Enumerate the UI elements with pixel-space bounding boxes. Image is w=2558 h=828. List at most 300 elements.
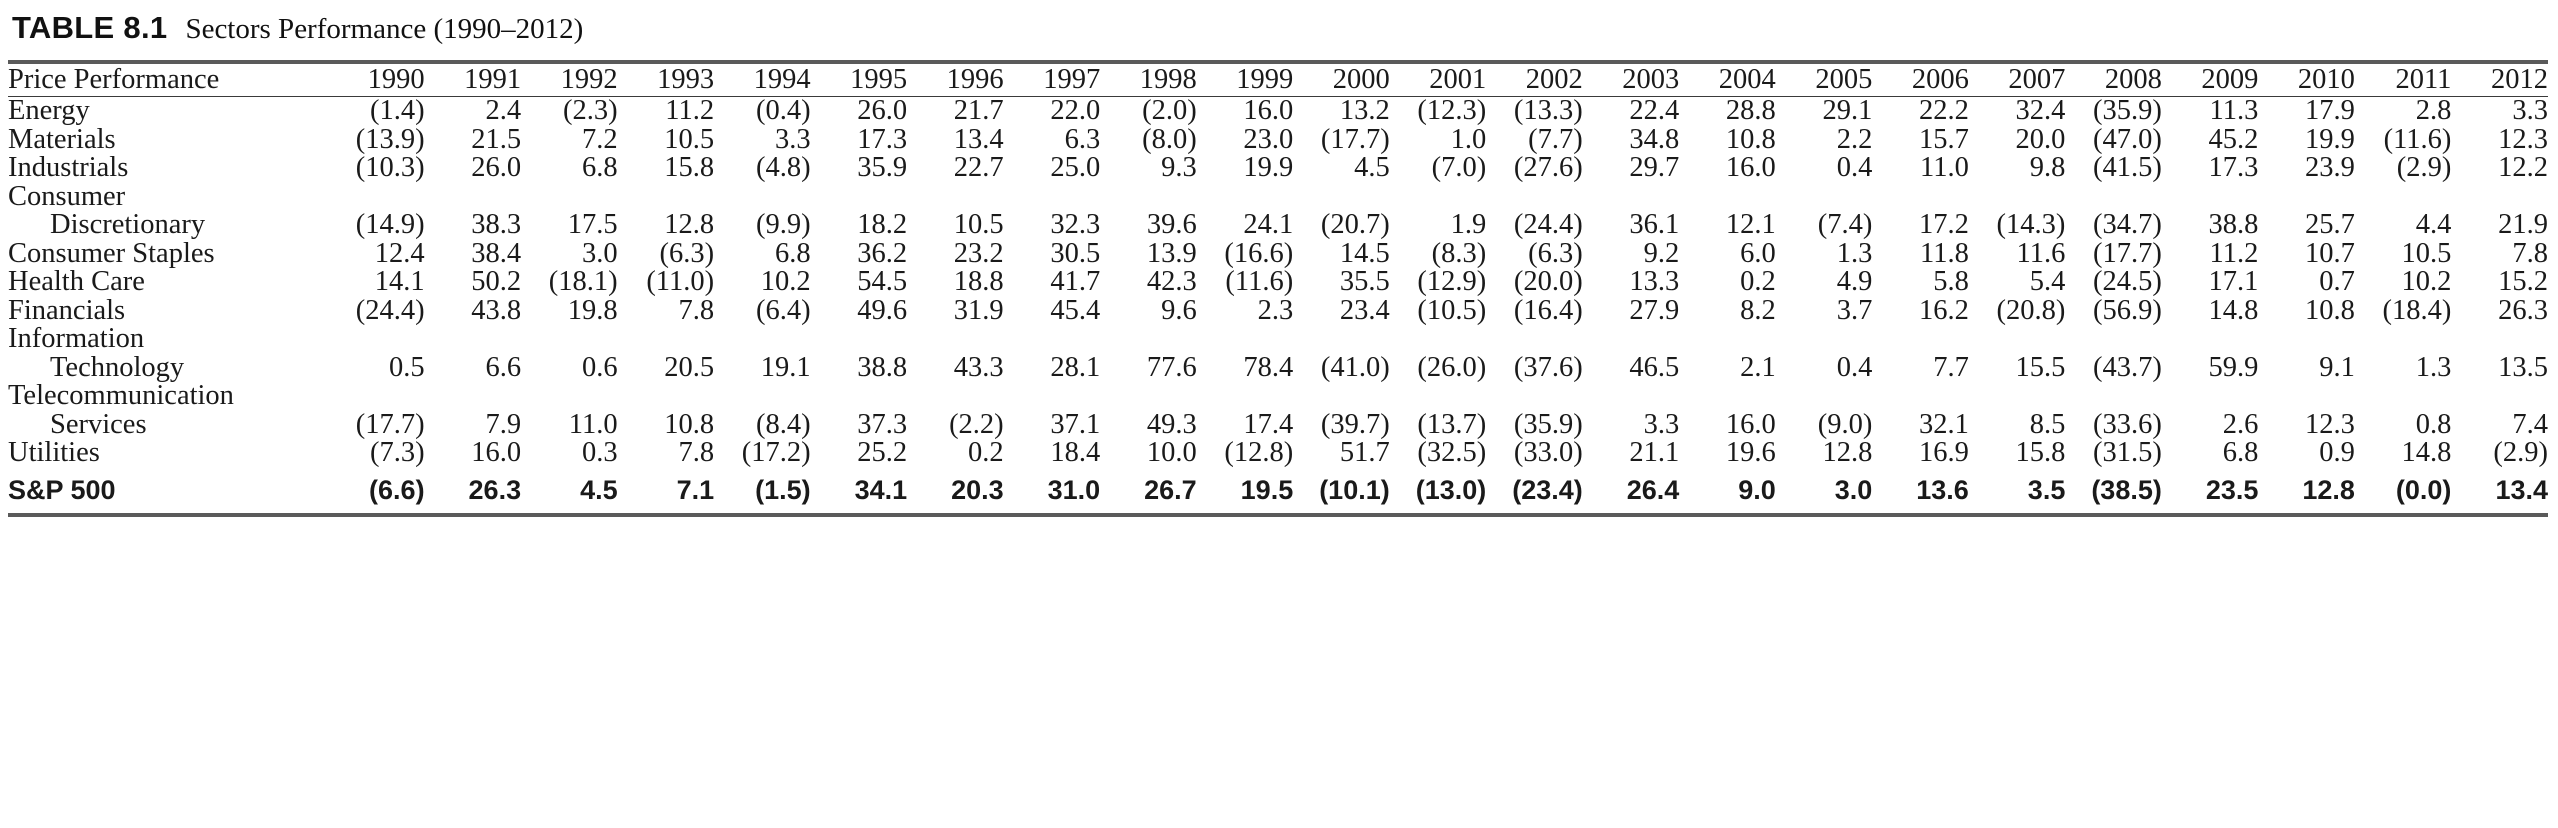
table-cell: 17.3 bbox=[2208, 152, 2259, 183]
table-row-label-continuation bbox=[8, 382, 2548, 411]
table-cell: (11.6) bbox=[2383, 123, 2452, 155]
table-cell: 23.0 bbox=[1243, 123, 1294, 155]
table-cell: 4.9 bbox=[1836, 266, 1873, 297]
table-cell: 21.1 bbox=[1629, 437, 1680, 468]
table-cell: 8.5 bbox=[2029, 408, 2066, 440]
table-cell: 49.6 bbox=[857, 294, 908, 326]
table-cell: 11.2 bbox=[2209, 237, 2259, 269]
table-cell: 36.2 bbox=[857, 237, 908, 269]
table-cell: 3.0 bbox=[581, 237, 618, 269]
row-label: Telecommunication bbox=[8, 380, 234, 411]
table-cell: 12.2 bbox=[2498, 152, 2548, 183]
sectors-performance-table bbox=[8, 64, 2548, 96]
table-cell: 15.2 bbox=[2498, 266, 2548, 297]
table-row-label-continuation bbox=[8, 183, 2548, 212]
table-cell: (10.5) bbox=[1417, 294, 1487, 326]
table-cell: (18.4) bbox=[2382, 294, 2452, 326]
table-cell: (12.9) bbox=[1417, 266, 1487, 297]
table-cell: 4.5 bbox=[580, 474, 618, 505]
table-cell: (23.4) bbox=[1512, 474, 1583, 505]
table-cell: 78.4 bbox=[1243, 351, 1294, 383]
table-cell: 9.6 bbox=[1161, 294, 1197, 326]
row-spacer bbox=[328, 183, 2548, 212]
table-cell: (2.9) bbox=[2396, 152, 2452, 183]
table-cell: 23.2 bbox=[953, 237, 1004, 269]
column-header-year: 2012 bbox=[2491, 64, 2548, 95]
row-spacer bbox=[328, 382, 2548, 411]
table-cell: (7.3) bbox=[369, 437, 425, 468]
table-cell: 10.8 bbox=[2305, 294, 2355, 326]
table-cell: (20.8) bbox=[1996, 294, 2066, 326]
table-cell: 15.8 bbox=[2015, 437, 2066, 468]
table-cell: (47.0) bbox=[2093, 123, 2162, 155]
table-cell: 15.7 bbox=[1918, 123, 1969, 155]
table-cell: 1.9 bbox=[1450, 209, 1487, 240]
table-cell: 7.2 bbox=[581, 123, 618, 155]
table-cell: 19.1 bbox=[760, 351, 811, 383]
table-cell: 12.3 bbox=[2498, 123, 2548, 155]
table-cell: 22.4 bbox=[1629, 95, 1680, 126]
table-cell: (17.7) bbox=[355, 408, 425, 440]
table-cell: 26.0 bbox=[471, 152, 522, 183]
table-cell: 17.3 bbox=[857, 123, 908, 155]
table-cell: 12.3 bbox=[2305, 408, 2355, 440]
table-cell: 7.9 bbox=[485, 408, 522, 440]
table-cell: (0.0) bbox=[2395, 474, 2452, 505]
table-cell: 6.8 bbox=[2222, 437, 2259, 468]
row-label: S&P 500 bbox=[8, 474, 116, 505]
table-cell: (24.4) bbox=[355, 294, 425, 326]
table-cell: 10.5 bbox=[664, 123, 715, 155]
row-label: Energy bbox=[8, 95, 90, 126]
table-cell: 15.5 bbox=[2015, 351, 2066, 383]
table-cell: 38.8 bbox=[2208, 209, 2259, 240]
table-cell: 29.7 bbox=[1629, 152, 1680, 183]
table-row bbox=[8, 126, 2548, 155]
column-header-year: 2010 bbox=[2297, 64, 2355, 95]
column-header-year: 1996 bbox=[946, 64, 1004, 95]
table-cell: 50.2 bbox=[471, 266, 522, 297]
table-row bbox=[8, 297, 2548, 326]
table-cell: 1.3 bbox=[2415, 351, 2452, 383]
table-cell: 39.6 bbox=[1146, 209, 1197, 240]
table-row bbox=[8, 240, 2548, 269]
table-cell: 15.8 bbox=[664, 152, 715, 183]
column-header-year: 2001 bbox=[1429, 64, 1487, 95]
table-row-label-continuation bbox=[8, 325, 2548, 354]
table-cell: 16.0 bbox=[1243, 95, 1294, 126]
table-cell: (35.9) bbox=[2093, 95, 2162, 126]
table-cell: 12.4 bbox=[374, 237, 425, 269]
column-header-year: 1993 bbox=[657, 64, 715, 95]
table-cell: 45.4 bbox=[1050, 294, 1101, 326]
table-cell: 4.4 bbox=[2415, 209, 2452, 240]
column-header-year: 2006 bbox=[1911, 64, 1969, 95]
table-cell: 41.7 bbox=[1050, 266, 1101, 297]
table-cell: (13.0) bbox=[1415, 474, 1487, 505]
table-cell: 13.4 bbox=[953, 123, 1004, 155]
row-label: Financials bbox=[8, 294, 126, 326]
table-cell: 11.0 bbox=[1920, 152, 1969, 183]
table-cell: 9.0 bbox=[1738, 474, 1776, 505]
table-cell: 7.8 bbox=[678, 294, 715, 326]
table-cell: 18.4 bbox=[1050, 437, 1101, 468]
table-cell: (7.7) bbox=[1528, 123, 1583, 155]
table-cell: (10.1) bbox=[1319, 474, 1390, 505]
table-cell: 35.9 bbox=[857, 152, 908, 183]
table-cell: 16.0 bbox=[1725, 408, 1776, 440]
table-cell: (56.9) bbox=[2093, 294, 2162, 326]
table-cell: 43.3 bbox=[953, 351, 1004, 383]
table-row bbox=[8, 439, 2548, 468]
table-cell: 11.0 bbox=[568, 408, 618, 440]
table-cell: 0.2 bbox=[968, 437, 1004, 468]
table-cell: 3.7 bbox=[1836, 294, 1873, 326]
table-cell: 10.7 bbox=[2305, 237, 2355, 269]
table-cell: 28.8 bbox=[1725, 95, 1776, 126]
table-cell: (37.6) bbox=[1513, 351, 1583, 383]
table-cell: 12.8 bbox=[664, 209, 715, 240]
table-cell: 2.4 bbox=[485, 95, 522, 126]
table-cell: 59.9 bbox=[2208, 351, 2259, 383]
table-cell: (14.9) bbox=[355, 209, 425, 240]
table-cell: 10.8 bbox=[1725, 123, 1776, 155]
table-cell: (6.6) bbox=[369, 474, 425, 505]
row-spacer bbox=[328, 325, 2548, 354]
table-cell: 5.8 bbox=[1933, 266, 1969, 297]
table-cell: 38.4 bbox=[471, 237, 522, 269]
table-container bbox=[8, 0, 2548, 517]
row-label: Utilities bbox=[8, 437, 100, 468]
table-row bbox=[8, 268, 2548, 297]
row-label: Technology bbox=[50, 351, 185, 383]
table-cell: 17.9 bbox=[2305, 95, 2355, 126]
table-cell: 32.1 bbox=[1918, 408, 1969, 440]
table-cell: 26.4 bbox=[1626, 474, 1680, 505]
column-header-year: 1994 bbox=[753, 64, 811, 95]
column-header-year: 1999 bbox=[1236, 64, 1294, 95]
column-header-year: 2008 bbox=[2104, 64, 2162, 95]
table-cell: (38.5) bbox=[2091, 474, 2162, 505]
table-cell: 2.1 bbox=[1740, 351, 1776, 383]
table-cell: (11.0) bbox=[646, 266, 715, 297]
column-header-year: 2007 bbox=[2008, 64, 2066, 95]
table-cell: 7.1 bbox=[676, 474, 715, 505]
table-cell: 24.1 bbox=[1243, 209, 1294, 240]
table-body bbox=[8, 97, 2548, 513]
table-cell: 20.0 bbox=[2015, 123, 2066, 155]
table-cell: (16.4) bbox=[1513, 294, 1583, 326]
table-cell: 25.2 bbox=[857, 437, 908, 468]
table-cell: 0.2 bbox=[1740, 266, 1776, 297]
table-cell: 19.9 bbox=[2305, 123, 2355, 155]
table-cell: 30.5 bbox=[1050, 237, 1101, 269]
table-cell: 23.9 bbox=[2305, 152, 2355, 183]
table-cell: 4.5 bbox=[1354, 152, 1390, 183]
table-cell: 6.3 bbox=[1064, 123, 1101, 155]
table-cell: 37.1 bbox=[1050, 408, 1101, 440]
table-cell: 38.3 bbox=[471, 209, 522, 240]
table-cell: 9.3 bbox=[1161, 152, 1197, 183]
table-cell: (17.7) bbox=[1320, 123, 1390, 155]
table-cell: (13.3) bbox=[1513, 95, 1583, 126]
header-row bbox=[8, 64, 2548, 96]
table-cell: (33.6) bbox=[2093, 408, 2162, 440]
row-label: Information bbox=[8, 323, 145, 354]
table-cell: (6.4) bbox=[756, 294, 811, 326]
table-cell: 7.8 bbox=[678, 437, 715, 468]
table-cell: 13.3 bbox=[1629, 266, 1680, 297]
table-cell: 7.7 bbox=[1933, 351, 1969, 383]
table-cell: 10.5 bbox=[953, 209, 1004, 240]
column-header-year: 2002 bbox=[1525, 64, 1583, 95]
table-cell: 11.3 bbox=[2209, 95, 2259, 126]
table-cell: 23.5 bbox=[2205, 474, 2259, 505]
table-cell: (41.0) bbox=[1320, 351, 1390, 383]
table-cell: 18.8 bbox=[953, 266, 1004, 297]
table-cell: 11.6 bbox=[2016, 237, 2066, 269]
table-cell: 29.1 bbox=[1822, 95, 1873, 126]
table-caption bbox=[8, 0, 2548, 60]
table-cell: 10.2 bbox=[760, 266, 811, 297]
table-cell: (31.5) bbox=[2093, 437, 2162, 468]
table-cell: 37.3 bbox=[857, 408, 908, 440]
table-cell: 22.2 bbox=[1918, 95, 1969, 126]
table-cell: 12.8 bbox=[2302, 474, 2355, 505]
table-cell: 0.4 bbox=[1836, 351, 1873, 383]
table-cell: 14.1 bbox=[374, 266, 425, 297]
table-cell: 3.3 bbox=[1643, 408, 1680, 440]
table-cell: 36.1 bbox=[1629, 209, 1680, 240]
table-number: TABLE 8.1 bbox=[12, 10, 168, 45]
table-cell: (9.9) bbox=[756, 209, 811, 240]
row-label: Industrials bbox=[8, 152, 129, 183]
table-cell: 28.1 bbox=[1050, 351, 1101, 383]
table-title: Sectors Performance (1990–2012) bbox=[185, 13, 584, 45]
table-cell: 21.7 bbox=[953, 95, 1004, 126]
table-cell: (7.0) bbox=[1431, 152, 1487, 183]
table-bottom-rule bbox=[8, 513, 2548, 517]
table-cell: (12.3) bbox=[1417, 95, 1487, 126]
column-header-year: 1990 bbox=[367, 64, 425, 95]
table-cell: 26.7 bbox=[1144, 474, 1197, 505]
table-cell: (2.0) bbox=[1142, 95, 1197, 126]
table-cell: (7.4) bbox=[1817, 209, 1873, 240]
table-cell: 21.9 bbox=[2498, 209, 2548, 240]
table-row bbox=[8, 411, 2548, 440]
table-cell: 3.5 bbox=[2027, 474, 2066, 505]
table-cell: 26.0 bbox=[857, 95, 908, 126]
table-cell: (16.6) bbox=[1224, 237, 1294, 269]
table-cell: (8.3) bbox=[1431, 237, 1487, 269]
column-header-year: 1995 bbox=[850, 64, 908, 95]
table-cell: (27.6) bbox=[1513, 152, 1583, 183]
table-cell: 34.8 bbox=[1629, 123, 1680, 155]
table-cell: (34.7) bbox=[2093, 209, 2162, 240]
table-cell: (32.5) bbox=[1417, 437, 1487, 468]
table-cell: (24.5) bbox=[2093, 266, 2162, 297]
table-cell: 2.3 bbox=[1257, 294, 1294, 326]
table-cell: 19.6 bbox=[1725, 437, 1776, 468]
table-cell: (20.7) bbox=[1320, 209, 1390, 240]
table-cell: 51.7 bbox=[1339, 437, 1390, 468]
column-header-year: 2005 bbox=[1815, 64, 1873, 95]
table-cell: 26.3 bbox=[2498, 294, 2548, 326]
column-header-price-performance: Price Performance bbox=[8, 64, 220, 95]
table-cell: (2.9) bbox=[2493, 437, 2548, 468]
table-cell: 2.8 bbox=[2415, 95, 2452, 126]
table-cell: 13.5 bbox=[2498, 351, 2548, 383]
table-cell: (33.0) bbox=[1513, 437, 1583, 468]
table-cell: 6.6 bbox=[485, 351, 522, 383]
table-cell: 14.8 bbox=[2208, 294, 2259, 326]
table-cell: 14.5 bbox=[1339, 237, 1390, 269]
table-cell: 0.7 bbox=[2319, 266, 2355, 297]
table-cell: 0.4 bbox=[1836, 152, 1873, 183]
table-cell: 12.1 bbox=[1725, 209, 1776, 240]
table-cell: 6.0 bbox=[1740, 237, 1776, 269]
table-cell: 6.8 bbox=[581, 152, 618, 183]
table-cell: 25.7 bbox=[2305, 209, 2355, 240]
table-row bbox=[8, 211, 2548, 240]
table-cell: 16.0 bbox=[1725, 152, 1776, 183]
table-cell: 2.6 bbox=[2222, 408, 2259, 440]
table-cell: 17.1 bbox=[2208, 266, 2259, 297]
table-cell: 0.8 bbox=[2415, 408, 2452, 440]
table-cell: (20.0) bbox=[1513, 266, 1583, 297]
table-cell: (6.3) bbox=[1528, 237, 1583, 269]
table-cell: 27.9 bbox=[1629, 294, 1680, 326]
table-cell: (35.9) bbox=[1513, 408, 1583, 440]
table-cell: (14.3) bbox=[1996, 209, 2066, 240]
table-cell: 13.9 bbox=[1146, 237, 1197, 269]
table-cell: (39.7) bbox=[1320, 408, 1390, 440]
column-header-year: 2004 bbox=[1718, 64, 1776, 95]
table-cell: 7.8 bbox=[2512, 237, 2548, 269]
table-cell: 16.0 bbox=[471, 437, 522, 468]
table-cell: 6.8 bbox=[775, 237, 811, 269]
table-cell: (1.5) bbox=[755, 474, 811, 505]
table-cell: (4.8) bbox=[756, 152, 811, 183]
table-row bbox=[8, 97, 2548, 126]
table-cell: 11.2 bbox=[665, 95, 715, 126]
table-cell: (18.1) bbox=[548, 266, 618, 297]
table-cell: 3.3 bbox=[775, 123, 811, 155]
row-label: Consumer Staples bbox=[8, 237, 215, 269]
table-cell: 34.1 bbox=[854, 474, 908, 505]
table-cell: 9.2 bbox=[1643, 237, 1680, 269]
table-cell: 17.5 bbox=[567, 209, 618, 240]
table-cell: 10.5 bbox=[2401, 237, 2452, 269]
table-cell: 9.8 bbox=[2029, 152, 2066, 183]
table-cell: 3.0 bbox=[1834, 474, 1873, 505]
table-cell: 46.5 bbox=[1629, 351, 1680, 383]
table-cell: (26.0) bbox=[1417, 351, 1487, 383]
row-label: Discretionary bbox=[50, 209, 206, 240]
table-cell: 3.3 bbox=[2512, 95, 2548, 126]
table-cell: (10.3) bbox=[355, 152, 425, 183]
table-cell: 43.8 bbox=[471, 294, 522, 326]
table-cell: 10.8 bbox=[664, 408, 715, 440]
table-cell: (11.6) bbox=[1225, 266, 1294, 297]
table-cell: 38.8 bbox=[857, 351, 908, 383]
column-header-year: 2011 bbox=[2395, 64, 2452, 95]
column-header-year: 1997 bbox=[1043, 64, 1101, 95]
table-cell: 13.6 bbox=[1916, 474, 1969, 505]
table-cell: 17.4 bbox=[1243, 408, 1294, 440]
table-cell: 13.2 bbox=[1339, 95, 1390, 126]
table-cell: (9.0) bbox=[1817, 408, 1873, 440]
table-header bbox=[8, 64, 2548, 96]
table-cell: 8.2 bbox=[1740, 294, 1776, 326]
table-cell: 0.9 bbox=[2319, 437, 2355, 468]
row-label: Consumer bbox=[8, 180, 126, 212]
table-cell: 19.8 bbox=[567, 294, 618, 326]
column-header-year: 2009 bbox=[2201, 64, 2259, 95]
table-cell: (6.3) bbox=[659, 237, 715, 269]
table-cell: 0.3 bbox=[581, 437, 618, 468]
table-cell: 5.4 bbox=[2029, 266, 2066, 297]
row-label: Health Care bbox=[8, 266, 145, 297]
table-cell: 42.3 bbox=[1146, 266, 1197, 297]
table-cell: (8.4) bbox=[756, 408, 811, 440]
table-cell: (2.3) bbox=[563, 95, 618, 126]
table-cell: (0.4) bbox=[756, 95, 811, 126]
table-cell: 11.8 bbox=[1920, 237, 1969, 269]
table-cell: 16.2 bbox=[1918, 294, 1969, 326]
table-cell: (13.7) bbox=[1417, 408, 1487, 440]
table-cell: 23.4 bbox=[1339, 294, 1390, 326]
table-cell: 14.8 bbox=[2401, 437, 2452, 468]
table-row bbox=[8, 354, 2548, 383]
column-header-year: 2003 bbox=[1622, 64, 1680, 95]
table-cell: 0.5 bbox=[388, 351, 425, 383]
table-cell: 32.4 bbox=[2015, 95, 2066, 126]
table-cell: 54.5 bbox=[857, 266, 908, 297]
table-cell: 35.5 bbox=[1339, 266, 1390, 297]
table-cell: (1.4) bbox=[369, 95, 425, 126]
column-header-year: 1998 bbox=[1139, 64, 1197, 95]
table-cell: 12.8 bbox=[1822, 437, 1873, 468]
table-cell: (43.7) bbox=[2093, 351, 2162, 383]
table-cell: 20.3 bbox=[951, 474, 1004, 505]
table-cell: (17.2) bbox=[741, 437, 811, 468]
column-header-year: 1991 bbox=[464, 64, 522, 95]
table-row bbox=[8, 154, 2548, 183]
table-cell: 7.4 bbox=[2512, 408, 2548, 440]
table-cell: 1.0 bbox=[1450, 123, 1487, 155]
column-header-year: 1992 bbox=[560, 64, 618, 95]
table-cell: 2.2 bbox=[1836, 123, 1873, 155]
table-cell: 9.1 bbox=[2319, 351, 2355, 383]
column-header-year: 2000 bbox=[1332, 64, 1390, 95]
table-cell: 22.0 bbox=[1050, 95, 1101, 126]
table-cell: 13.4 bbox=[2495, 474, 2548, 505]
table-cell: 17.2 bbox=[1918, 209, 1969, 240]
table-cell: (12.8) bbox=[1224, 437, 1294, 468]
table-cell: 45.2 bbox=[2208, 123, 2259, 155]
table-cell: (8.0) bbox=[1142, 123, 1197, 155]
table-cell: 21.5 bbox=[471, 123, 522, 155]
table-cell: 19.9 bbox=[1243, 152, 1294, 183]
table-cell: 20.5 bbox=[664, 351, 715, 383]
table-cell: 10.2 bbox=[2401, 266, 2452, 297]
table-cell: 77.6 bbox=[1146, 351, 1197, 383]
table-cell: (2.2) bbox=[949, 408, 1004, 440]
table-cell: (17.7) bbox=[2093, 237, 2162, 269]
table-cell: 10.0 bbox=[1146, 437, 1197, 468]
table-cell: 31.9 bbox=[953, 294, 1004, 326]
